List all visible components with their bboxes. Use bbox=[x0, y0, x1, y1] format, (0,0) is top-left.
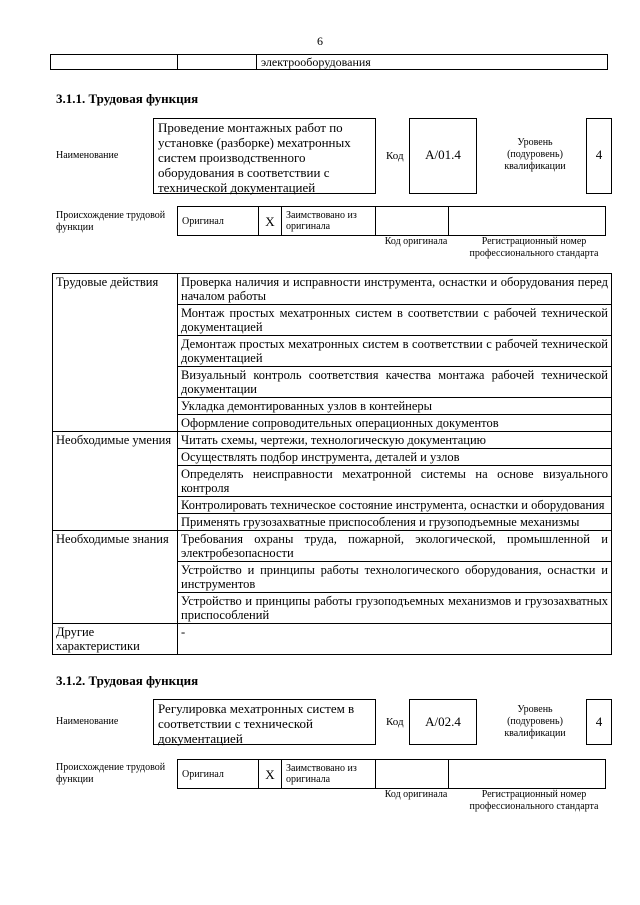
section-title: 3.1.1. Трудовая функция bbox=[56, 91, 199, 106]
code-original-caption: Код оригинала bbox=[384, 789, 448, 800]
table-cell: Устройство и принципы работы технологического оборудования, оснастки и инструментов bbox=[178, 562, 612, 593]
code-original-cell bbox=[376, 207, 449, 236]
original-cell: Оригинал bbox=[178, 207, 259, 236]
code-label: Код bbox=[386, 150, 404, 162]
table-cell: Требования охраны труда, пожарной, экологической, промышленной и электробезопасности bbox=[178, 531, 612, 562]
table-row bbox=[53, 624, 612, 655]
origin-label: Происхождение трудовой функции bbox=[56, 762, 166, 785]
table-cell: Осуществлять подбор инструмента, деталей и узлов bbox=[178, 449, 612, 466]
original-cell: Оригинал bbox=[178, 760, 259, 789]
name-label: Наименование bbox=[56, 150, 119, 161]
table-cell: Демонтаж простых мехатронных систем в соответствии с рабочей технической документацией bbox=[178, 336, 612, 367]
function-name-box: Проведение монтажных работ по установке (разборке) мехатронных систем производственного оборудования в соответствии с технической документацией bbox=[153, 118, 376, 194]
origin-label: Происхождение трудовой функции bbox=[56, 210, 166, 233]
table-row bbox=[178, 207, 606, 236]
borrowed-cell: Заимствовано из оригинала bbox=[282, 207, 376, 236]
original-mark: X bbox=[259, 760, 282, 789]
section-title: 3.1.2. Трудовая функция bbox=[56, 673, 199, 688]
code-original-caption: Код оригинала bbox=[384, 236, 448, 247]
reg-number-cell bbox=[449, 207, 606, 236]
row-label: Трудовые действия bbox=[53, 274, 178, 432]
function-level-box: 4 bbox=[586, 699, 612, 745]
row-label: Другие характеристики bbox=[53, 624, 178, 655]
origin-table bbox=[177, 759, 606, 789]
function-code-box: A/01.4 bbox=[409, 118, 477, 194]
function-code-box: A/02.4 bbox=[409, 699, 477, 745]
borrowed-cell: Заимствовано из оригинала bbox=[282, 760, 376, 789]
table-cell bbox=[178, 55, 257, 70]
code-label: Код bbox=[386, 716, 404, 728]
main-table bbox=[52, 273, 612, 655]
name-label: Наименование bbox=[56, 716, 119, 727]
table-cell: Определять неисправности мехатронной системы на основе визуального контроля bbox=[178, 466, 612, 497]
function-level-box: 4 bbox=[586, 118, 612, 194]
level-label: Уровень (подуровень) квалификации bbox=[504, 704, 566, 739]
continued-table bbox=[50, 54, 608, 70]
reg-number-cell bbox=[449, 760, 606, 789]
page-number: 6 bbox=[317, 34, 323, 48]
table-cell: Монтаж простых мехатронных систем в соответствии с рабочей технической документацией bbox=[178, 305, 612, 336]
table-cell: Оформление сопроводительных операционных документов bbox=[178, 415, 612, 432]
table-row bbox=[178, 760, 606, 789]
code-original-cell bbox=[376, 760, 449, 789]
origin-table bbox=[177, 206, 606, 236]
table-row bbox=[53, 274, 612, 305]
table-cell: Устройство и принципы работы грузоподъемных механизмов и грузозахватных приспособлений bbox=[178, 593, 612, 624]
original-mark: X bbox=[259, 207, 282, 236]
reg-number-caption: Регистрационный номер профессионального стандарта bbox=[469, 236, 599, 259]
row-label: Необходимые знания bbox=[53, 531, 178, 624]
table-cell: Визуальный контроль соответствия качества монтажа рабочей технической документации bbox=[178, 367, 612, 398]
reg-number-caption: Регистрационный номер профессионального стандарта bbox=[469, 789, 599, 812]
function-name-box: Регулировка мехатронных систем в соответствии с технической документацией bbox=[153, 699, 376, 745]
table-cell: Читать схемы, чертежи, технологическую документацию bbox=[178, 432, 612, 449]
table-cell: Применять грузозахватные приспособления и грузоподъемные механизмы bbox=[178, 514, 612, 531]
table-cell: - bbox=[178, 624, 612, 655]
table-cell bbox=[51, 55, 178, 70]
table-cell: электрооборудования bbox=[257, 55, 608, 70]
table-cell: Проверка наличия и исправности инструмента, оснастки и оборудования перед началом работы bbox=[178, 274, 612, 305]
level-label: Уровень (подуровень) квалификации bbox=[504, 137, 566, 172]
table-row bbox=[53, 432, 612, 449]
table-cell: Укладка демонтированных узлов в контейнеры bbox=[178, 398, 612, 415]
table-row bbox=[53, 531, 612, 562]
row-label: Необходимые умения bbox=[53, 432, 178, 531]
table-cell: Контролировать техническое состояние инструмента, оснастки и оборудования bbox=[178, 497, 612, 514]
table-row bbox=[51, 55, 608, 70]
